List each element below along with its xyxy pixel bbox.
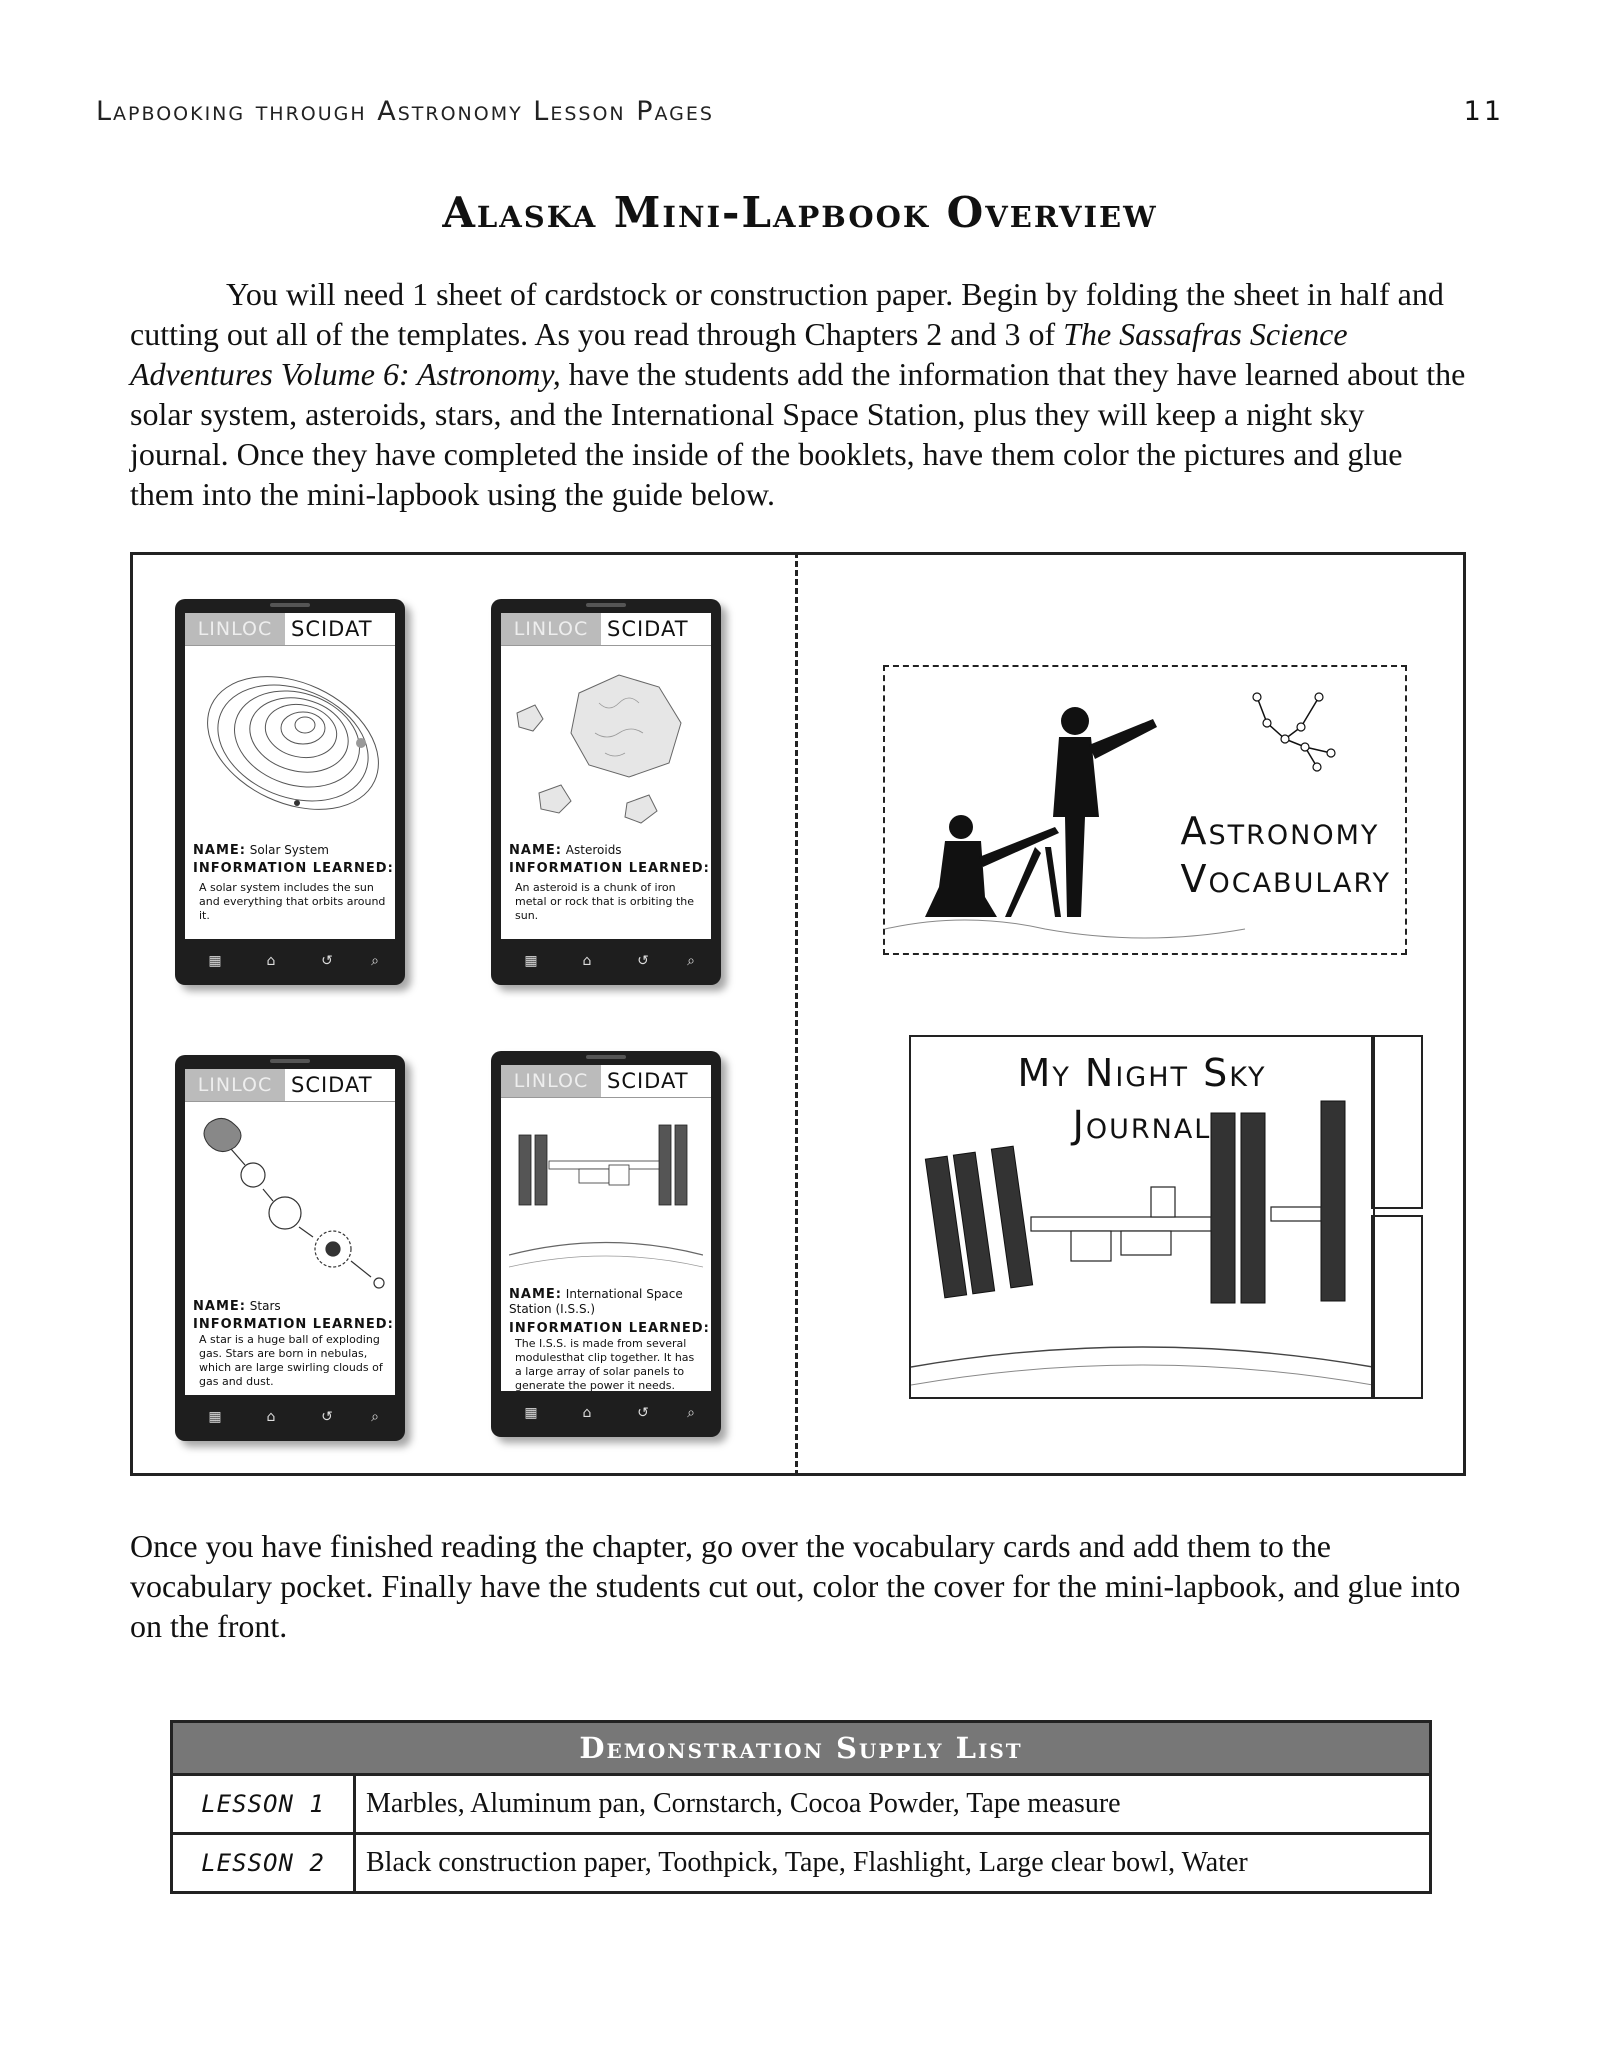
card-asteroids xyxy=(491,599,721,985)
page-title: Alaska Mini-Lapbook Overview xyxy=(442,188,1158,237)
card-tabs xyxy=(501,613,711,646)
star-lifecycle-illustration xyxy=(193,1109,387,1289)
home-icon: ⌂ xyxy=(266,953,276,969)
lapbook-diagram xyxy=(130,552,1466,1476)
phone-earpiece xyxy=(586,1055,626,1059)
night-sky-journal xyxy=(909,1035,1375,1399)
card-name: Stars xyxy=(249,1299,281,1313)
supply-table xyxy=(170,1720,1432,1894)
info-heading: INFORMATION LEARNED: xyxy=(509,861,710,876)
solar-system-illustration xyxy=(193,653,387,833)
home-icon: ⌂ xyxy=(266,1409,276,1425)
grid-icon: ▦ xyxy=(208,1409,222,1425)
info-text: The I.S.S. is made from several modulesthat clip together. It has a large array of solar panels to generate the power it needs. xyxy=(515,1337,695,1392)
tab-linloc: LINLOC xyxy=(501,1065,601,1097)
name-label: NAME: xyxy=(509,843,562,858)
table-row xyxy=(172,1775,1431,1834)
fold-line xyxy=(795,552,798,1476)
info-text: An asteroid is a chunk of iron metal or rock that is orbiting the sun. xyxy=(515,881,695,922)
tab-scidat: SCIDAT xyxy=(291,1073,373,1097)
grid-icon: ▦ xyxy=(524,953,538,969)
home-icon: ⌂ xyxy=(582,1405,592,1421)
search-icon: ⌕ xyxy=(371,1409,379,1425)
search-icon: ⌕ xyxy=(371,953,379,969)
lesson-label: LESSON 2 xyxy=(172,1834,355,1893)
card-name: Asteroids xyxy=(565,843,622,857)
card-tabs xyxy=(185,1069,395,1102)
card-stars xyxy=(175,1055,405,1441)
tab-scidat: SCIDAT xyxy=(607,617,689,641)
grid-icon: ▦ xyxy=(208,953,222,969)
intro-text-1: You will need 1 sheet of cardstock or construction paper. Begin by folding the sheet in half and cutting out all of the templates. As you read through Chapters 2 and 3 of xyxy=(130,276,1444,352)
lesson-label: LESSON 1 xyxy=(172,1775,355,1834)
tab-scidat: SCIDAT xyxy=(607,1069,689,1093)
card-name-row xyxy=(193,1299,281,1314)
card-name: Solar System xyxy=(249,843,329,857)
running-header: Lapbooking through Astronomy Lesson Pages xyxy=(96,96,714,127)
back-icon: ↺ xyxy=(321,953,333,969)
card-name-row xyxy=(509,1287,699,1316)
table-row xyxy=(172,1834,1431,1893)
card-screen xyxy=(501,1065,711,1391)
phone-buttons xyxy=(505,1401,707,1427)
grid-icon: ▦ xyxy=(524,1405,538,1421)
card-screen xyxy=(185,613,395,939)
journal-line-1: My Night Sky xyxy=(1017,1051,1267,1095)
info-heading: INFORMATION LEARNED: xyxy=(193,861,394,876)
card-iss xyxy=(491,1051,721,1437)
supply-items: Black construction paper, Toothpick, Tape, Flashlight, Large clear bowl, Water xyxy=(355,1834,1431,1893)
asteroids-illustration xyxy=(509,653,703,833)
phone-earpiece xyxy=(270,603,310,607)
iss-illustration xyxy=(509,1105,703,1285)
card-screen xyxy=(185,1069,395,1395)
supply-table-heading: Demonstration Supply List xyxy=(172,1722,1431,1775)
info-heading: INFORMATION LEARNED: xyxy=(193,1317,394,1332)
supply-items: Marbles, Aluminum pan, Cornstarch, Cocoa Powder, Tape measure xyxy=(355,1775,1431,1834)
tab-linloc: LINLOC xyxy=(501,613,601,645)
intro-text-2: have the students add the information that they have learned about the solar system, asteroids, stars, and the International Space Station, plus they will keep a night sky journal. Once they have completed the inside of the booklets, have them color the pictures and glue them into the mini-lapbook using the guide below. xyxy=(130,356,1466,512)
card-solar-system xyxy=(175,599,405,985)
back-icon: ↺ xyxy=(637,1405,649,1421)
journal-flap-bottom xyxy=(1371,1215,1423,1399)
vocabulary-pocket xyxy=(883,665,1407,955)
page-number: 11 xyxy=(1463,96,1504,127)
back-icon: ↺ xyxy=(637,953,649,969)
phone-earpiece xyxy=(270,1059,310,1063)
card-name: International Space Station (I.S.S.) xyxy=(509,1287,683,1316)
search-icon: ⌕ xyxy=(687,953,695,969)
card-name-row xyxy=(193,843,329,858)
journal-flap-top xyxy=(1371,1035,1423,1209)
phone-buttons xyxy=(505,949,707,975)
back-icon: ↺ xyxy=(321,1409,333,1425)
journal-line-2: Journal xyxy=(1072,1103,1212,1147)
info-heading: INFORMATION LEARNED: xyxy=(509,1321,710,1336)
book-title: The Sassafras Science Adventures Volume 6: Astronomy, xyxy=(130,316,1348,392)
outro-paragraph: Once you have finished reading the chapter, go over the vocabulary cards and add them to the vocabulary pocket. Finally have the students cut out, color the cover for the mini-lapbook, and glue into on the front. xyxy=(130,1528,1461,1644)
vocab-line-2: Vocabulary xyxy=(1180,857,1391,901)
search-icon: ⌕ xyxy=(687,1405,695,1421)
tab-linloc: LINLOC xyxy=(185,1069,285,1101)
phone-earpiece xyxy=(586,603,626,607)
name-label: NAME: xyxy=(193,1299,246,1314)
phone-buttons xyxy=(189,949,391,975)
iss-journal-illustration xyxy=(911,1037,1373,1397)
tab-scidat: SCIDAT xyxy=(291,617,373,641)
card-tabs xyxy=(501,1065,711,1098)
card-name-row xyxy=(509,843,622,858)
home-icon: ⌂ xyxy=(582,953,592,969)
name-label: NAME: xyxy=(193,843,246,858)
intro-paragraph xyxy=(130,274,1470,514)
name-label: NAME: xyxy=(509,1287,562,1302)
tab-linloc: LINLOC xyxy=(185,613,285,645)
card-screen xyxy=(501,613,711,939)
phone-buttons xyxy=(189,1405,391,1431)
info-text: A solar system includes the sun and everything that orbits around it. xyxy=(199,881,386,922)
info-text: A star is a huge ball of exploding gas. Stars are born in nebulas, which are large swirling clouds of gas and dust. xyxy=(199,1333,383,1388)
card-tabs xyxy=(185,613,395,646)
vocabulary-pocket-title xyxy=(1180,807,1391,903)
vocab-line-1: Astronomy xyxy=(1180,809,1380,853)
